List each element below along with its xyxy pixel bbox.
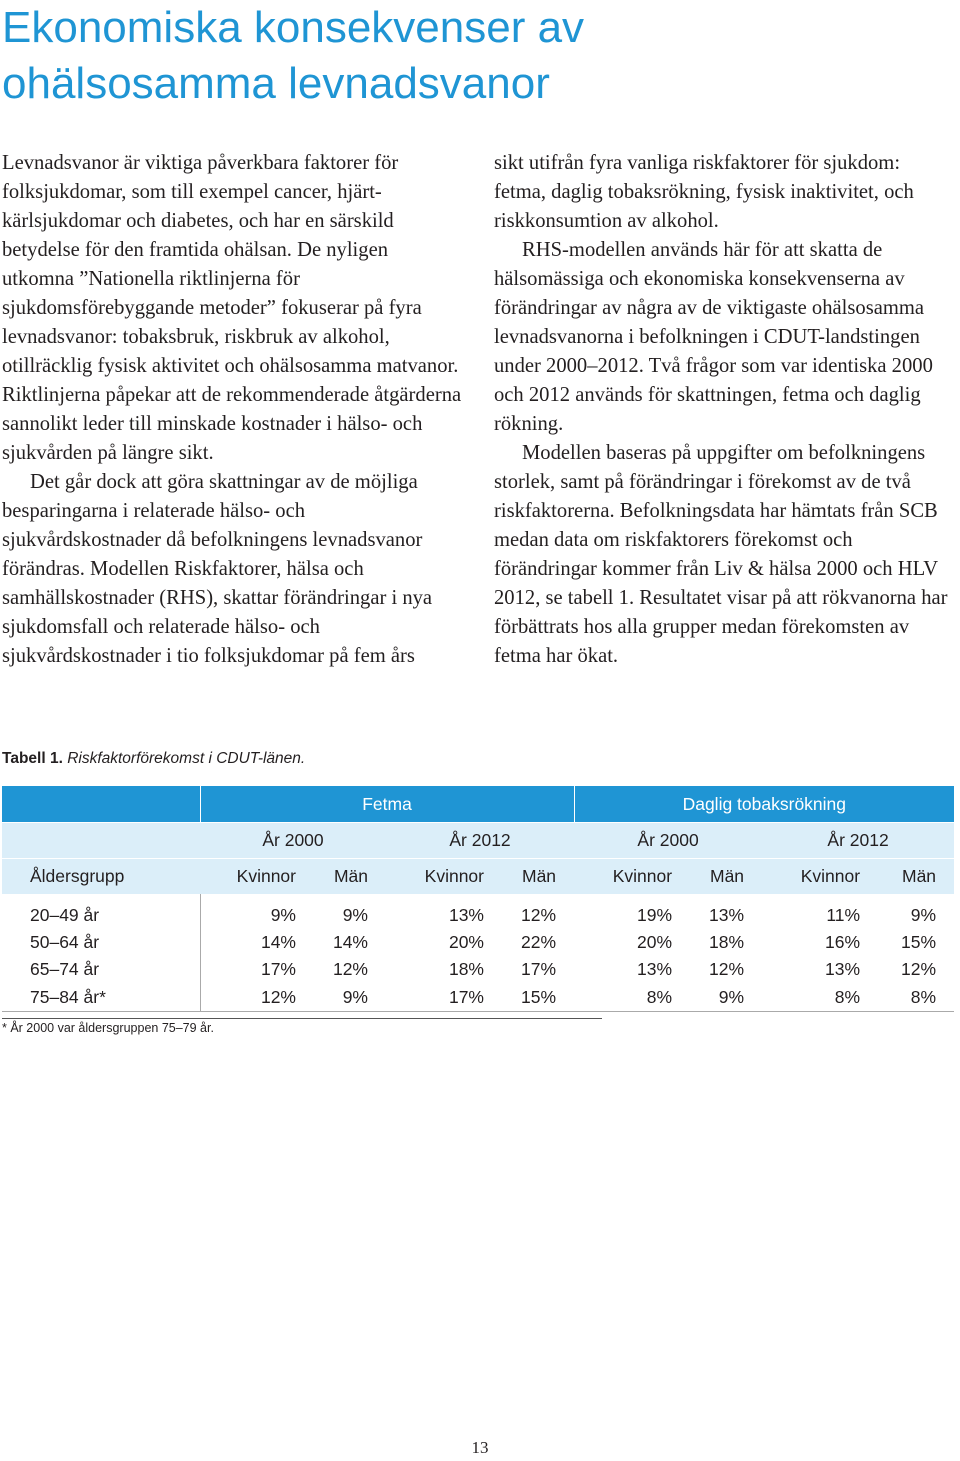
- age-group-cell: 20–49 år: [30, 905, 100, 925]
- table-year-header-row: [2, 823, 954, 859]
- table-row: [2, 956, 954, 983]
- paragraph: sikt utifrån fyra vanliga riskfaktorer för sjukdom: fetma, daglig tobaksrökning, fysisk inaktivitet, och riskkonsumtion av alkohol.: [494, 152, 914, 232]
- table-spacer-row: [2, 894, 954, 902]
- table-row: [2, 902, 954, 929]
- year-header: År 2012: [386, 823, 574, 859]
- year-header: År 2000: [200, 823, 386, 859]
- value-cell: 9%: [342, 905, 368, 925]
- table-caption-text: Riskfaktorförekomst i CDUT-länen.: [67, 750, 306, 767]
- table-footnote-rule: [2, 1018, 602, 1035]
- value-cell: 12%: [709, 959, 745, 979]
- age-group-cell: 75–84 år*: [2, 983, 200, 1012]
- paragraph: RHS-modellen används här för att skatta de hälsomässiga och ekonomiska konsekvenserna av förändringar av några av de viktigaste ohälsosamma levnadsvanorna i befolkningen i CDUT-landstingen under 2000–2012. Två frågor som var identiska 2000 och 2012 används för skattningen, fetma och daglig rökning.: [494, 239, 933, 435]
- value-cell: 8%: [762, 983, 864, 1012]
- value-cell: 12%: [521, 905, 557, 925]
- value-cell: 8%: [574, 983, 676, 1012]
- age-group-cell: 50–64 år: [30, 932, 100, 952]
- table-caption-label: Tabell 1.: [2, 750, 63, 767]
- value-cell: 12%: [901, 959, 937, 979]
- sex-header: Kvinnor: [200, 859, 300, 895]
- paragraph: Levnadsvanor är viktiga påverkbara faktorer för folksjukdomar, som till exempel cancer, hjärt-kärlsjukdomar och diabetes, och har en särskild betydelse för den framtida ohälsan. De nyligen utkomna ”Nationella riktlinjerna för sjukdomsförebyggande metoder” fokuserar på fyra levnadsvanor: tobaksbruk, riskbruk av alkohol, otillräcklig fysisk aktivitet och ohälsosamma matvanor. Riktlinjerna påpekar att de rekommenderade åtgärderna sannolikt leder till minskade kostnader i hälso- och sjukvården på längre sikt.: [2, 152, 462, 464]
- table-group-header-row: [2, 786, 954, 823]
- value-cell: 11%: [826, 905, 861, 925]
- value-cell: 16%: [825, 932, 861, 952]
- paragraph: Det går dock att göra skattningar av de möjliga besparingarna i relaterade hälso- och sjukvårdskostnader då befolkningens levnadsvanor förändras. Modellen Riskfaktorer, hälsa och samhällskostnader (RHS), skattar förändringar i nya sjukdomsfall och relaterade hälso- och sjukvårdskostnader i tio folksjukdomar på fem års: [2, 471, 433, 667]
- value-cell: 9%: [200, 902, 300, 929]
- page-title: [2, 0, 942, 112]
- title-line-1: Ekonomiska konsekvenser av: [2, 3, 585, 52]
- table-row: [2, 929, 954, 956]
- year-header: År 2000: [574, 823, 762, 859]
- value-cell: 17%: [386, 983, 488, 1012]
- sex-header: Män: [300, 859, 386, 895]
- title-line-2: ohälsosamma levnadsvanor: [2, 59, 550, 108]
- value-cell: 18%: [709, 932, 745, 952]
- age-group-header: Åldersgrupp: [2, 859, 200, 895]
- year-header: År 2012: [762, 823, 954, 859]
- sex-header: Kvinnor: [574, 859, 676, 895]
- value-cell: 17%: [200, 956, 300, 983]
- value-cell: 13%: [448, 905, 484, 925]
- value-cell: 14%: [200, 929, 300, 956]
- value-cell: 12%: [200, 983, 300, 1012]
- value-cell: 9%: [910, 905, 937, 925]
- table-caption: [2, 750, 305, 768]
- sex-header: Män: [488, 859, 574, 895]
- age-group-cell: 65–74 år: [30, 959, 100, 979]
- table-sex-header-row: [2, 859, 954, 895]
- value-cell: 13%: [709, 905, 745, 925]
- value-cell: 15%: [488, 983, 574, 1012]
- sex-header: Kvinnor: [386, 859, 488, 895]
- table-row: [2, 983, 954, 1012]
- value-cell: 19%: [637, 905, 673, 925]
- sex-header: Män: [676, 859, 762, 895]
- value-cell: 17%: [521, 959, 557, 979]
- risk-factor-table: [2, 786, 954, 1012]
- empty-header-cell: [2, 786, 200, 823]
- group-header-tobak: Daglig tobaksrökning: [574, 786, 954, 823]
- value-cell: 9%: [676, 983, 762, 1012]
- group-header-fetma: Fetma: [200, 786, 574, 823]
- table-footnote: * År 2000 var åldersgruppen 75–79 år.: [2, 1021, 214, 1035]
- value-cell: 18%: [448, 959, 484, 979]
- right-text-column: [494, 149, 956, 671]
- page-number: 13: [471, 1438, 489, 1457]
- value-cell: 8%: [864, 983, 954, 1012]
- sex-header: Män: [864, 859, 954, 895]
- value-cell: 15%: [901, 932, 937, 952]
- value-cell: 14%: [332, 932, 368, 952]
- value-cell: 13%: [825, 959, 861, 979]
- value-cell: 20%: [637, 932, 673, 952]
- value-cell: 12%: [332, 959, 368, 979]
- sex-header: Kvinnor: [762, 859, 864, 895]
- value-cell: 22%: [521, 932, 557, 952]
- paragraph: Modellen baseras på uppgifter om befolkningens storlek, samt på förändringar i förekomst av de två riskfaktorerna. Befolkningsdata har hämtats från SCB medan data om riskfaktorers förekomst och förändringar kommer från Liv & hälsa 2000 och HLV 2012, se tabell 1. Resultatet visar på att rökvanorna har förbättrats hos alla grupper medan förekomsten av fetma har ökat.: [494, 442, 948, 667]
- empty-header-cell: [2, 823, 200, 859]
- value-cell: 9%: [300, 983, 386, 1012]
- value-cell: 20%: [448, 932, 484, 952]
- value-cell: 13%: [637, 959, 673, 979]
- left-text-column: [2, 149, 464, 671]
